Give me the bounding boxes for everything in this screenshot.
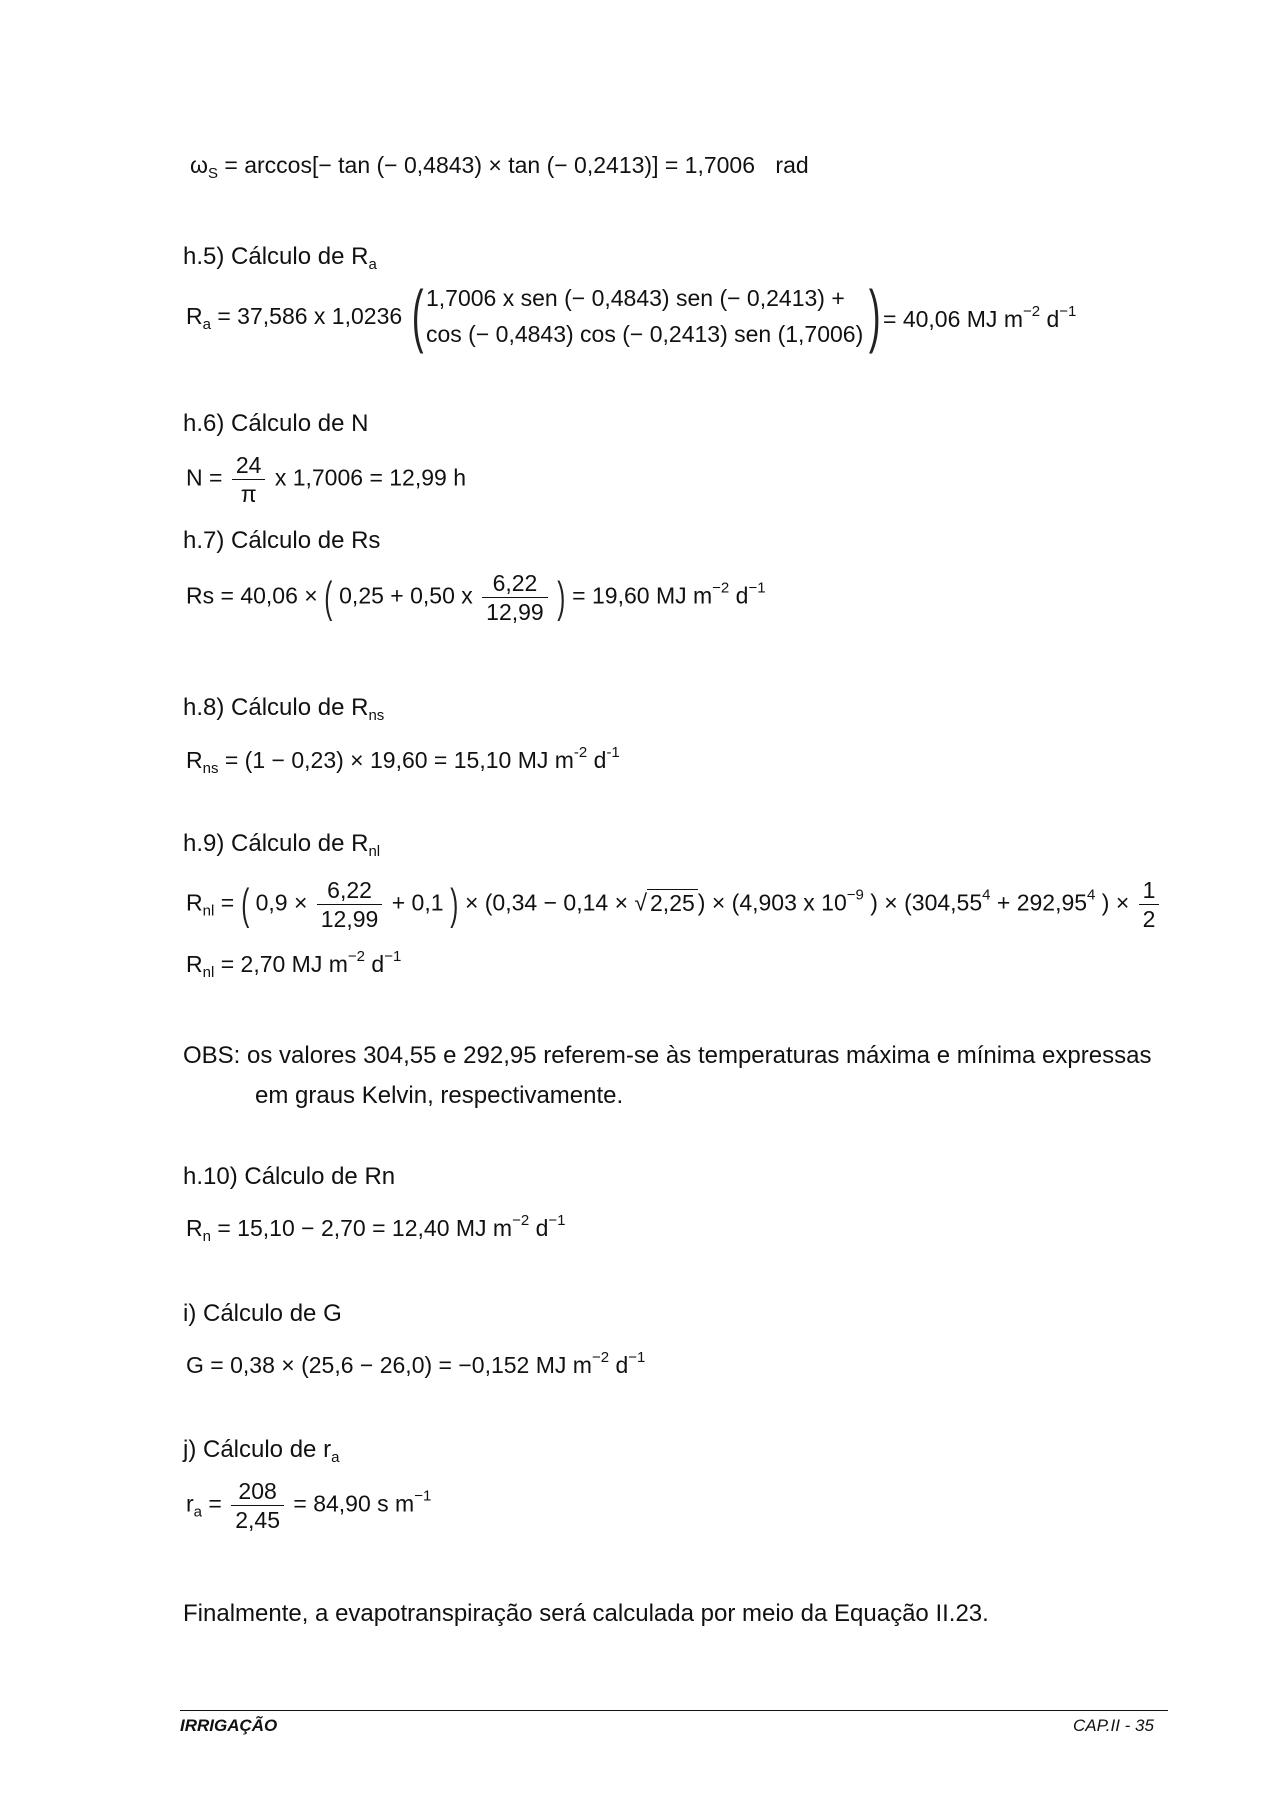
rn-exp2: −1 bbox=[548, 1212, 566, 1229]
rs-d: d bbox=[735, 582, 749, 609]
heading-j-text: j) Cálculo de r bbox=[183, 1436, 332, 1463]
ra-small-equation bbox=[186, 1478, 431, 1533]
ra-line1: 1,7006 x sen (− 0,4843) sen (− 0,2413) + bbox=[426, 285, 845, 311]
rn-lhs: R bbox=[186, 1215, 203, 1241]
heading-h8-sub: ns bbox=[368, 707, 385, 724]
footer-left: IRRIGAÇÃO bbox=[180, 1716, 278, 1735]
rnl-term2-a: × (0,34 − 0,14 × bbox=[464, 889, 628, 916]
rnl-term4-c: ) × bbox=[1101, 889, 1130, 916]
rs-inner: 0,25 + 0,50 x bbox=[339, 582, 473, 609]
obs-line1: OBS: os valores 304,55 e 292,95 referem-se às temperaturas máxima e mínima expressas bbox=[183, 1042, 1152, 1069]
heading-h8 bbox=[183, 694, 384, 724]
rns-lhs-sub: ns bbox=[202, 760, 219, 777]
rn-exp1: −2 bbox=[512, 1212, 530, 1229]
g-expression: G = 0,38 × (25,6 − 26,0) = −0,152 MJ m bbox=[186, 1352, 592, 1378]
rn-lhs-sub: n bbox=[202, 1228, 211, 1245]
g-d: d bbox=[615, 1352, 629, 1378]
rnl-half-fraction bbox=[1139, 877, 1160, 932]
heading-j bbox=[183, 1436, 339, 1466]
rnl-result-exp1: −2 bbox=[347, 948, 365, 965]
rnl-result-d: d bbox=[371, 951, 385, 977]
rnl-term2-b: ) bbox=[697, 889, 706, 916]
n-lhs: N = bbox=[186, 464, 223, 491]
footer-rule bbox=[180, 1710, 1168, 1711]
rnl-result-lhs: R bbox=[186, 951, 203, 977]
rnl-open-paren-1: ( bbox=[240, 879, 249, 929]
rnl-term4-a: ) × (304,55 bbox=[870, 889, 983, 916]
omega-s-equation bbox=[190, 152, 809, 182]
rs-lhs: Rs = 40,06 × bbox=[186, 582, 318, 609]
heading-h9-text: h.9) Cálculo de R bbox=[183, 830, 369, 857]
n-equation bbox=[186, 452, 466, 507]
rnl-equation: $R_{nl}$ = ( 0,9 × $\frac{6,22}{12,99}$ + 0,1 ) × (0,34 − 0,14 × √ 2,25 ) × (4,903 x $10^{-9}$ ) × ($304,55^4 + 292,95^4$ ) × $\frac{1}{2}$ bbox=[186, 877, 1162, 932]
r-a-equals: = bbox=[208, 1490, 222, 1517]
rns-equation bbox=[186, 744, 620, 777]
g-equation bbox=[186, 1349, 645, 1379]
rnl-denominator: 12,99 bbox=[320, 906, 379, 932]
sqrt-symbol: √ bbox=[634, 889, 648, 916]
rs-equation bbox=[186, 570, 766, 625]
rns-lhs: R bbox=[186, 747, 203, 773]
omega-subscript: S bbox=[207, 165, 218, 182]
obs-line2: em graus Kelvin, respectivamente. bbox=[255, 1082, 624, 1109]
heading-i: i) Cálculo de G bbox=[183, 1300, 342, 1327]
rn-expression: = 15,10 − 2,70 = 12,40 MJ m bbox=[217, 1215, 513, 1241]
ra-d: d bbox=[1046, 306, 1060, 332]
n-fraction bbox=[232, 452, 266, 507]
rns-exp2: -1 bbox=[606, 744, 620, 761]
heading-h6: h.6) Cálculo de N bbox=[183, 410, 369, 437]
rs-close-paren: ) bbox=[557, 572, 566, 622]
rnl-term4-b: + 292,95 bbox=[996, 889, 1088, 916]
n-rest: x 1,7006 = 12,99 h bbox=[274, 464, 466, 491]
heading-h9 bbox=[183, 830, 380, 860]
omega-unit: rad bbox=[775, 152, 809, 178]
rnl-result-exp2: −1 bbox=[384, 948, 402, 965]
ra-result: = 40,06 MJ m bbox=[883, 306, 1023, 332]
footer-right: CAP.II - 35 bbox=[1073, 1716, 1154, 1735]
rnl-close-paren-1: ) bbox=[450, 879, 459, 929]
rnl-term3: × (4,903 x 10 bbox=[711, 889, 847, 916]
rnl-term1-b: + 0,1 bbox=[391, 889, 444, 916]
rnl-half-denominator: 2 bbox=[1142, 906, 1156, 932]
r-a-lhs-sub: a bbox=[193, 1503, 203, 1521]
rnl-lhs: R bbox=[186, 889, 203, 916]
rs-numerator: 6,22 bbox=[482, 570, 548, 598]
r-a-lhs: r bbox=[186, 1490, 194, 1517]
omega-symbol: ω bbox=[190, 152, 208, 178]
heading-j-sub: a bbox=[331, 1449, 340, 1466]
ra-line2: cos (− 0,4843) cos (− 0,2413) sen (1,7006) bbox=[426, 321, 864, 347]
heading-h10: h.10) Cálculo de Rn bbox=[183, 1163, 396, 1190]
heading-h5 bbox=[183, 243, 377, 273]
ra-open-paren: ( bbox=[411, 276, 424, 354]
rnl-term1-a: 0,9 × bbox=[255, 889, 308, 916]
rnl-term3-exp: −9 bbox=[846, 886, 864, 904]
rs-denominator: 12,99 bbox=[486, 599, 544, 625]
rnl-half-numerator: 1 bbox=[1139, 877, 1160, 905]
heading-h5-text: h.5) Cálculo de R bbox=[183, 243, 369, 270]
g-exp1: −2 bbox=[591, 1349, 610, 1366]
rnl-numerator: 6,22 bbox=[317, 877, 383, 905]
rnl-term4-exp1: 4 bbox=[982, 886, 991, 904]
r-a-numerator: 208 bbox=[231, 1478, 284, 1506]
omega-expression: = arccos[− tan (− 0,4843) × tan (− 0,2413)] = 1,7006 bbox=[224, 152, 756, 178]
ra-lhs-sub: a bbox=[202, 316, 211, 333]
rnl-result bbox=[186, 948, 401, 981]
rs-exp2: −1 bbox=[748, 579, 766, 597]
r-a-exp: −1 bbox=[414, 1487, 432, 1505]
final-sentence: Finalmente, a evapotranspiração será calculada por meio da Equação II.23. bbox=[183, 1600, 989, 1627]
n-numerator: 24 bbox=[232, 452, 266, 480]
g-exp2: −1 bbox=[628, 1349, 646, 1366]
ra-exp1: −2 bbox=[1022, 303, 1041, 320]
r-a-fraction bbox=[231, 1478, 284, 1533]
ra-exp2: −1 bbox=[1059, 303, 1077, 320]
ra-close-paren: ) bbox=[868, 276, 881, 354]
rs-open-paren: ( bbox=[324, 572, 333, 622]
rnl-result-value: = 2,70 MJ m bbox=[220, 951, 348, 977]
heading-h8-text: h.8) Cálculo de R bbox=[183, 694, 369, 721]
rnl-lhs-sub: nl bbox=[202, 902, 215, 920]
heading-h5-sub: a bbox=[368, 256, 377, 273]
r-a-denominator: 2,45 bbox=[235, 1507, 280, 1533]
rnl-fraction bbox=[317, 877, 383, 932]
rn-d: d bbox=[535, 1215, 549, 1241]
n-denominator: π bbox=[240, 481, 257, 507]
ra-prefix: = 37,586 x 1,0236 bbox=[217, 303, 403, 329]
rnl-term4-exp2: 4 bbox=[1087, 886, 1096, 904]
rnl-sqrt-value: 2,25 bbox=[647, 889, 698, 917]
r-a-result: = 84,90 s m bbox=[293, 1490, 415, 1517]
rnl-result-sub: nl bbox=[202, 964, 215, 981]
rns-d: d bbox=[593, 747, 607, 773]
rs-result: = 19,60 MJ m bbox=[572, 582, 713, 609]
rs-fraction bbox=[482, 570, 548, 625]
heading-h7: h.7) Cálculo de Rs bbox=[183, 527, 381, 554]
rns-expression: = (1 − 0,23) × 19,60 = 15,10 MJ m bbox=[224, 747, 574, 773]
rn-equation bbox=[186, 1212, 566, 1245]
heading-h9-sub: nl bbox=[368, 843, 381, 860]
rns-exp1: -2 bbox=[573, 744, 588, 761]
rs-exp1: −2 bbox=[712, 579, 730, 597]
ra-lhs: R bbox=[186, 303, 203, 329]
